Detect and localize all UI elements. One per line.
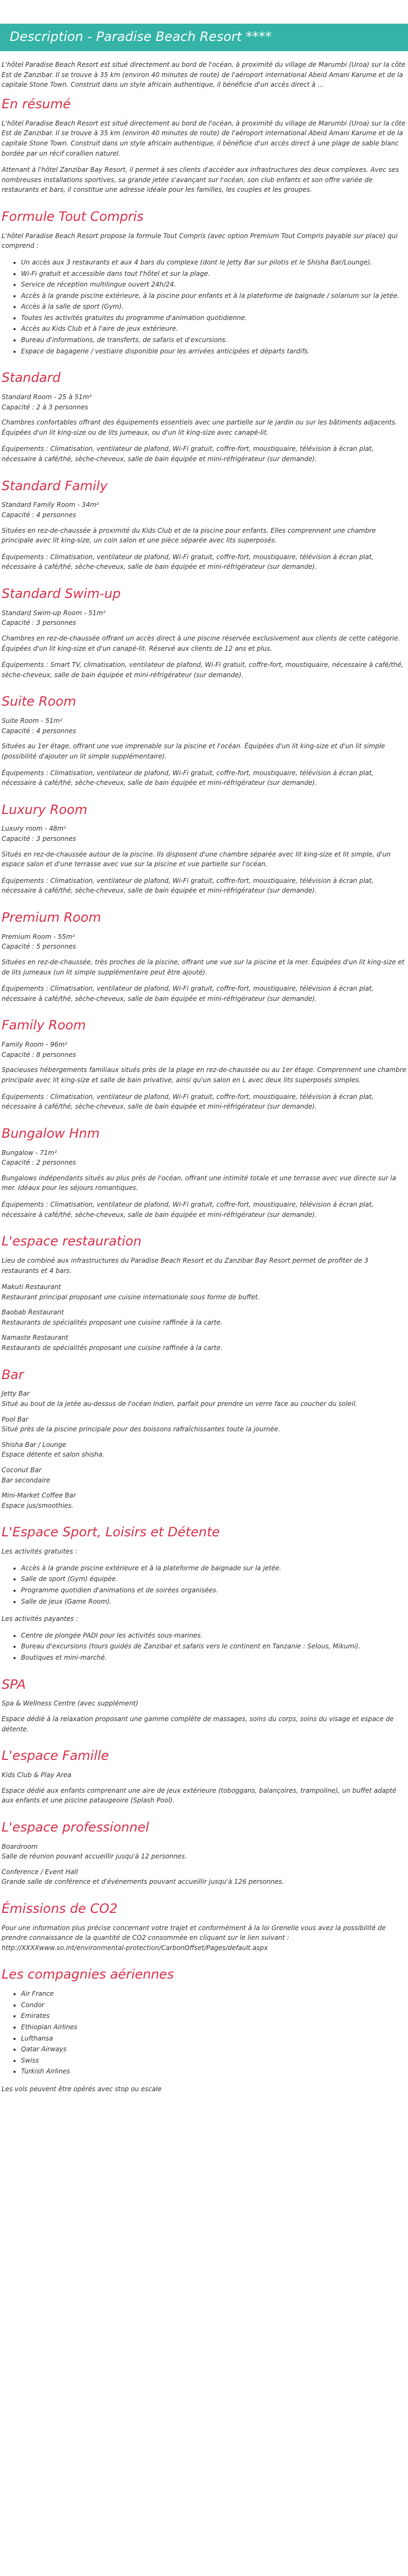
formule-list bbox=[2, 257, 406, 356]
bar-desc: Situé au bout de la jetée au-dessus de l'océan Indien, parfait pour prendre un verre face au coucher du soleil. bbox=[2, 1400, 357, 1408]
room-title: Bungalow Hnm bbox=[2, 1125, 100, 1141]
room-section-standard-family bbox=[2, 478, 406, 572]
bar-name: Shisha Bar / Lounge bbox=[2, 1440, 67, 1449]
room-description: Situées en rez-de-chaussée, très proches de la piscine, offrant une vue sur la piscine et la mer. Équipées d'un lit king-size et de lits jumeaux (un lit simple supplémentaire peut être ajouté). bbox=[2, 958, 405, 976]
room-equipment: Équipements : Climatisation, ventilateur de plafond, Wi-Fi gratuit, coffre-fort, moustiquaire, télévision à écran plat, nécessaire à café/thé, sèche-cheveux, salle de bain équipée et mini-réfrigérateur (sur demande). bbox=[2, 553, 374, 571]
room-equipment: Équipements : Climatisation, ventilateur de plafond, Wi-Fi gratuit, coffre-fort, moustiquaire, télévision à écran plat, nécessaire à café/thé, sèche-cheveux, salle de bain équipée et mini-réfrigérateur (sur demande). bbox=[2, 769, 374, 787]
room-size: Premium Room - 55m² bbox=[2, 932, 75, 941]
page-title-banner: Description - Paradise Beach Resort **** bbox=[0, 24, 408, 51]
room-name: Conference / Event Hall bbox=[2, 1868, 78, 1876]
room-section-luxury bbox=[2, 802, 406, 896]
airlines-list bbox=[2, 1989, 406, 2077]
sport-free-list bbox=[2, 1563, 406, 1606]
list-item: • Accès à la grande piscine extérieure, à la piscine pour enfants et à la plateforme de baignade / solarium sur la jetée. bbox=[21, 291, 406, 301]
list-item: • Condor bbox=[21, 2000, 406, 2010]
room-section-premium bbox=[2, 910, 406, 1004]
restaurant-desc: Restaurant principal proposant une cuisine internationale sous forme de buffet. bbox=[2, 1293, 260, 1301]
room-description: Bungalows indépendants situés au plus près de l'océan, offrant une intimité totale et une terrasse avec vue directe sur la mer. Idéaux pour les séjours romantiques. bbox=[2, 1174, 396, 1192]
list-item: • Bureau d'excursions (tours guidés de Zanzibar et safaris vers le continent en Tanzanie : Selous, Mikumi). bbox=[21, 1641, 406, 1652]
list-item: • Service de réception multilingue ouvert 24h/24. bbox=[21, 280, 406, 290]
bar-desc: Espace détente et salon shisha. bbox=[2, 1451, 105, 1459]
list-item: • Ethiopian Airlines bbox=[21, 2022, 406, 2032]
room-size: Standard Family Room - 34m² bbox=[2, 501, 99, 509]
co2-text: Pour une information plus précise concernant votre trajet et conformément à la loi Grenelle vous avez la possibilité de prendre connaissance de la quantité de CO2 consommée en cliquant sur le lien suivant : http://XXXXwww.so.int/environmental-protection/CarbonOffset/Pages/default.aspx bbox=[2, 1924, 386, 1952]
restaurant-name: Namaste Restaurant bbox=[2, 1334, 68, 1342]
spa-description: Espace dédié à la relaxation proposant une gamme complète de massages, soins du corps, soins du visage et espace de détente. bbox=[2, 1715, 394, 1733]
bar-desc: Bar secondaire bbox=[2, 1476, 51, 1484]
list-item: • Boutiques et mini-marché. bbox=[21, 1653, 406, 1663]
restauration-intro: Lieu de combiné aux infrastructures du Paradise Beach Resort et du Zanzibar Bay Resort permet de profiter de 3 restaurants et 4 bars. bbox=[2, 1256, 369, 1275]
room-size: Bungalow - 71m² bbox=[2, 1148, 57, 1157]
restaurant-desc: Restaurants de spécialités proposant une cuisine raffinée à la carte. bbox=[2, 1318, 223, 1326]
room-capacity: Capacité : 8 personnes bbox=[2, 1050, 76, 1059]
list-item: • Wi-Fi gratuit et accessible dans tout l'hôtel et sur la plage. bbox=[21, 269, 406, 279]
room-title: Standard bbox=[2, 370, 61, 386]
room-capacity: Capacité : 5 personnes bbox=[2, 943, 76, 951]
room-section-standard-swim-up bbox=[2, 586, 406, 680]
famille-subtitle: Kids Club & Play Area bbox=[2, 1771, 72, 1779]
room-section-suite bbox=[2, 694, 406, 788]
room-size: Luxury room - 48m² bbox=[2, 825, 66, 833]
room-capacity: Capacité : 4 personnes bbox=[2, 727, 76, 735]
list-item: • Espace de bagagerie / vestiaire disponible pour les arrivées anticipées et départs tardifs. bbox=[21, 346, 406, 357]
room-title: Luxury Room bbox=[2, 802, 88, 817]
intro-text: L'hôtel Paradise Beach Resort est situé directement au bord de l'océan, à proximité du village de Marumbi (Uroa) sur la côte Est de Zanzibar. Il se trouve à 35 km (environ 40 minutes de route) de l'aéroport international Abeid Amani Karume et de la capitale Stone Town. Construit dans un style africain authentique, il bénéficie d'un accès direct à ... bbox=[2, 61, 406, 89]
room-description: Chambres confortables offrant des équipements essentiels avec une partielle sur le jardin ou sur les bâtiments adjacents. Équipées d'un lit king-size ou de lits jumeaux, ou d'un lit king-size avec canapé-lit. bbox=[2, 419, 397, 436]
room-equipment: Équipements : Climatisation, ventilateur de plafond, Wi-Fi gratuit, coffre-fort, moustiquaire, télévision à écran plat, nécessaire à café/thé, sèche-cheveux, salle de bain équipée et mini-réfrigérateur (sur demande). bbox=[2, 876, 374, 895]
room-section-standard bbox=[2, 370, 406, 464]
list-item: • Air France bbox=[21, 1989, 406, 1999]
list-item: • Accès à la salle de sport (Gym). bbox=[21, 302, 406, 312]
room-size: Standard Swim-up Room - 51m² bbox=[2, 609, 105, 617]
room-desc: Grande salle de conférence et d'événements pouvant accueillir jusqu'à 126 personnes. bbox=[2, 1878, 284, 1886]
bar-desc: Espace jus/smoothies. bbox=[2, 1501, 74, 1509]
room-capacity: Capacité : 3 personnes bbox=[2, 619, 76, 627]
room-equipment: Équipements : Smart TV, climatisation, ventilateur de plafond, Wi-Fi gratuit, coffre-fort, moustiquaire, nécessaire à café/thé, sèche-cheveux, salle de bain équipée et mini-réfrigérateur (sur demande). bbox=[2, 661, 404, 679]
room-capacity: Capacité : 2 à 3 personnes bbox=[2, 403, 88, 411]
room-section-bungalow bbox=[2, 1126, 406, 1220]
room-capacity: Capacité : 4 personnes bbox=[2, 511, 76, 519]
bar-name: Pool Bar bbox=[2, 1415, 29, 1423]
section-title-sport: L'Espace Sport, Loisirs et Détente bbox=[2, 1524, 220, 1540]
sport-paid-label: Les activités payantes : bbox=[2, 1615, 78, 1623]
section-title-resume: En résumé bbox=[2, 96, 71, 112]
resume-paragraph-2: Attenant à l'hôtel Zanzibar Bay Resort, il permet à ses clients d'accéder aux infrastructures des deux complexes. Avec ses nombreuses installations sportives, sa grande jetée s'avançant sur l'océan, son club enfants et son offre variée de restaurants et bars, il constitue une adresse idéale pour les familles, les couples et les groupes. bbox=[2, 166, 399, 194]
bar-name: Jetty Bar bbox=[2, 1390, 30, 1398]
list-item: • Emirates bbox=[21, 2011, 406, 2021]
room-desc: Salle de réunion pouvant accueillir jusqu'à 12 personnes. bbox=[2, 1853, 187, 1861]
sport-free-label: Les activités gratuites : bbox=[2, 1548, 78, 1556]
list-item: • Toutes les activités gratuites du programme d'animation quotidienne. bbox=[21, 313, 406, 323]
room-equipment: Équipements : Climatisation, ventilateur de plafond, Wi-Fi gratuit, coffre-fort, moustiquaire, télévision à écran plat, nécessaire à café/thé, sèche-cheveux, salle de bain équipée et mini-réfrigérateur (sur demande). bbox=[2, 1200, 374, 1219]
room-description: Chambres en rez-de-chaussée offrant un accès direct à une piscine réservée exclusivement aux clients de cette catégorie. Équipées d'un lit king-size et d'un canapé-lit. Réservé aux clients de 12 ans et plus. bbox=[2, 634, 400, 652]
list-item: • Salle de jeux (Game Room). bbox=[21, 1597, 406, 1607]
section-title-bar: Bar bbox=[2, 1367, 24, 1382]
room-title: Family Room bbox=[2, 1018, 86, 1033]
list-item: • Un accès aux 3 restaurants et aux 4 bars du complexe (dont le Jetty Bar sur pilotis et le Shisha Bar/Lounge). bbox=[21, 257, 406, 268]
list-item: • Lufthansa bbox=[21, 2034, 406, 2044]
bar-name: Coconut Bar bbox=[2, 1466, 41, 1474]
list-item: • Programme quotidien d'animations et de soirées organisées. bbox=[21, 1585, 406, 1596]
list-item: • Accès à la grande piscine extérieure et à la plateforme de baignade sur la jetée. bbox=[21, 1563, 406, 1574]
room-equipment: Équipements : Climatisation, ventilateur de plafond, Wi-Fi gratuit, coffre-fort, moustiquaire, télévision à écran plat, nécessaire à café/thé, sèche-cheveux, salle de bain équipée et mini-réfrigérateur (sur demande). bbox=[2, 1092, 374, 1111]
room-description: Situés en rez-de-chaussée autour de la piscine. Ils disposent d'une chambre séparée avec lit king-size et lit simple, d'un espace salon et d'une terrasse avec vue sur la piscine et vue partielle sur l'océan. bbox=[2, 850, 391, 868]
room-title: Premium Room bbox=[2, 910, 101, 925]
resume-paragraph-1: L'hôtel Paradise Beach Resort est situé directement au bord de l'océan, à proximité du village de Marumbi (Uroa) sur la côte Est de Zanzibar. Il se trouve à 35 km (environ 40 minutes de route) de l'aéroport international Abeid Amani Karume et de la capitale Stone Town. Construit dans un style africain authentique, il bénéficie d'un accès direct à une plage de sable blanc bordée par un récif corallien naturel. bbox=[2, 119, 406, 157]
room-capacity: Capacité : 2 personnes bbox=[2, 1159, 76, 1167]
room-title: Suite Room bbox=[2, 694, 76, 709]
airlines-note: Les vols peuvent être opérés avec stop ou escale bbox=[2, 2085, 162, 2093]
section-title-restauration: L'espace restauration bbox=[2, 1234, 142, 1249]
section-title-professionnel: L'espace professionnel bbox=[2, 1819, 149, 1835]
list-item: • Bureau d'informations, de transferts, de safaris et d'excursions. bbox=[21, 335, 406, 345]
section-title-formule: Formule Tout Compris bbox=[2, 208, 144, 224]
section-title-co2: Émissions de CO2 bbox=[2, 1900, 118, 1916]
room-capacity: Capacité : 3 personnes bbox=[2, 835, 76, 843]
restaurant-name: Baobab Restaurant bbox=[2, 1308, 64, 1317]
section-title-famille: L'espace Famille bbox=[2, 1748, 109, 1764]
famille-description: Espace dédié aux enfants comprenant une aire de jeux extérieure (toboggans, balançoires, trampoline), un buffet adapté aux enfants et une piscine pataugeoire (Splash Pool). bbox=[2, 1786, 397, 1805]
spa-subtitle: Spa & Wellness Centre (avec supplément) bbox=[2, 1700, 138, 1708]
room-size: Suite Room - 51m² bbox=[2, 717, 62, 725]
room-name: Boardroom bbox=[2, 1842, 38, 1850]
room-title: Standard Family bbox=[2, 478, 108, 493]
room-description: Situées au 1er étage, offrant une vue imprenable sur la piscine et l'océan. Équipées d'un lit king-size et d'un lit simple (possibilité d'ajouter un lit simple supplémentaire). bbox=[2, 742, 385, 760]
room-equipment: Équipements : Climatisation, ventilateur de plafond, Wi-Fi gratuit, coffre-fort, moustiquaire, télévision à écran plat, nécessaire à café/thé, sèche-cheveux, salle de bain équipée et mini-réfrigérateur (sur demande). bbox=[2, 985, 374, 1002]
room-description: Situées en rez-de-chaussée à proximité du Kids Club et de la piscine pour enfants. Elles comprennent une chambre principale avec lit king-size, un coin salon et une pièce séparée avec lits superposés. bbox=[2, 526, 376, 545]
room-description: Spacieuses hébergements familiaux situés près de la plage en rez-de-chaussée ou au 1er étage. Comprennent une chambre principale avec lit king-size et salle de bain privative, ainsi qu'un salon en L avec deux lits superposés simples. bbox=[2, 1066, 406, 1084]
list-item: • Salle de sport (Gym) équipée. bbox=[21, 1574, 406, 1584]
bar-name: Mini-Market Coffee Bar bbox=[2, 1492, 76, 1500]
section-title-airlines: Les compagnies aériennes bbox=[2, 1967, 174, 1982]
list-item: • Centre de plongée PADI pour les activités sous-marines. bbox=[21, 1631, 406, 1641]
content bbox=[0, 60, 408, 2094]
list-item: • Turkish Airlines bbox=[21, 2066, 406, 2077]
room-size: Standard Room - 25 à 51m² bbox=[2, 393, 92, 401]
list-item: • Qatar Airways bbox=[21, 2044, 406, 2055]
formule-intro: L'hôtel Paradise Beach Resort propose la formule Tout Compris (avec option Premium Tout Compris payable sur place) qui comprend : bbox=[2, 232, 398, 250]
restaurant-desc: Restaurants de spécialités proposant une cuisine raffinée à la carte. bbox=[2, 1344, 223, 1352]
list-item: • Accès au Kids Club et à l'aire de jeux extérieure. bbox=[21, 324, 406, 334]
section-title-spa: SPA bbox=[2, 1676, 26, 1692]
room-size: Family Room - 96m² bbox=[2, 1041, 67, 1049]
room-section-family bbox=[2, 1018, 406, 1111]
sport-paid-list bbox=[2, 1631, 406, 1663]
list-item: • Swiss bbox=[21, 2056, 406, 2066]
restaurant-name: Makuti Restaurant bbox=[2, 1283, 61, 1291]
room-equipment: Équipements : Climatisation, ventilateur de plafond, Wi-Fi gratuit, coffre-fort, moustiquaire, télévision à écran plat, nécessaire à café/thé, sèche-cheveux, salle de bain équipée et mini-réfrigérateur (sur demande). bbox=[2, 445, 374, 463]
room-title: Standard Swim-up bbox=[2, 586, 121, 601]
bar-desc: Situé près de la piscine principale pour des boissons rafraîchissantes toute la journée. bbox=[2, 1425, 280, 1433]
